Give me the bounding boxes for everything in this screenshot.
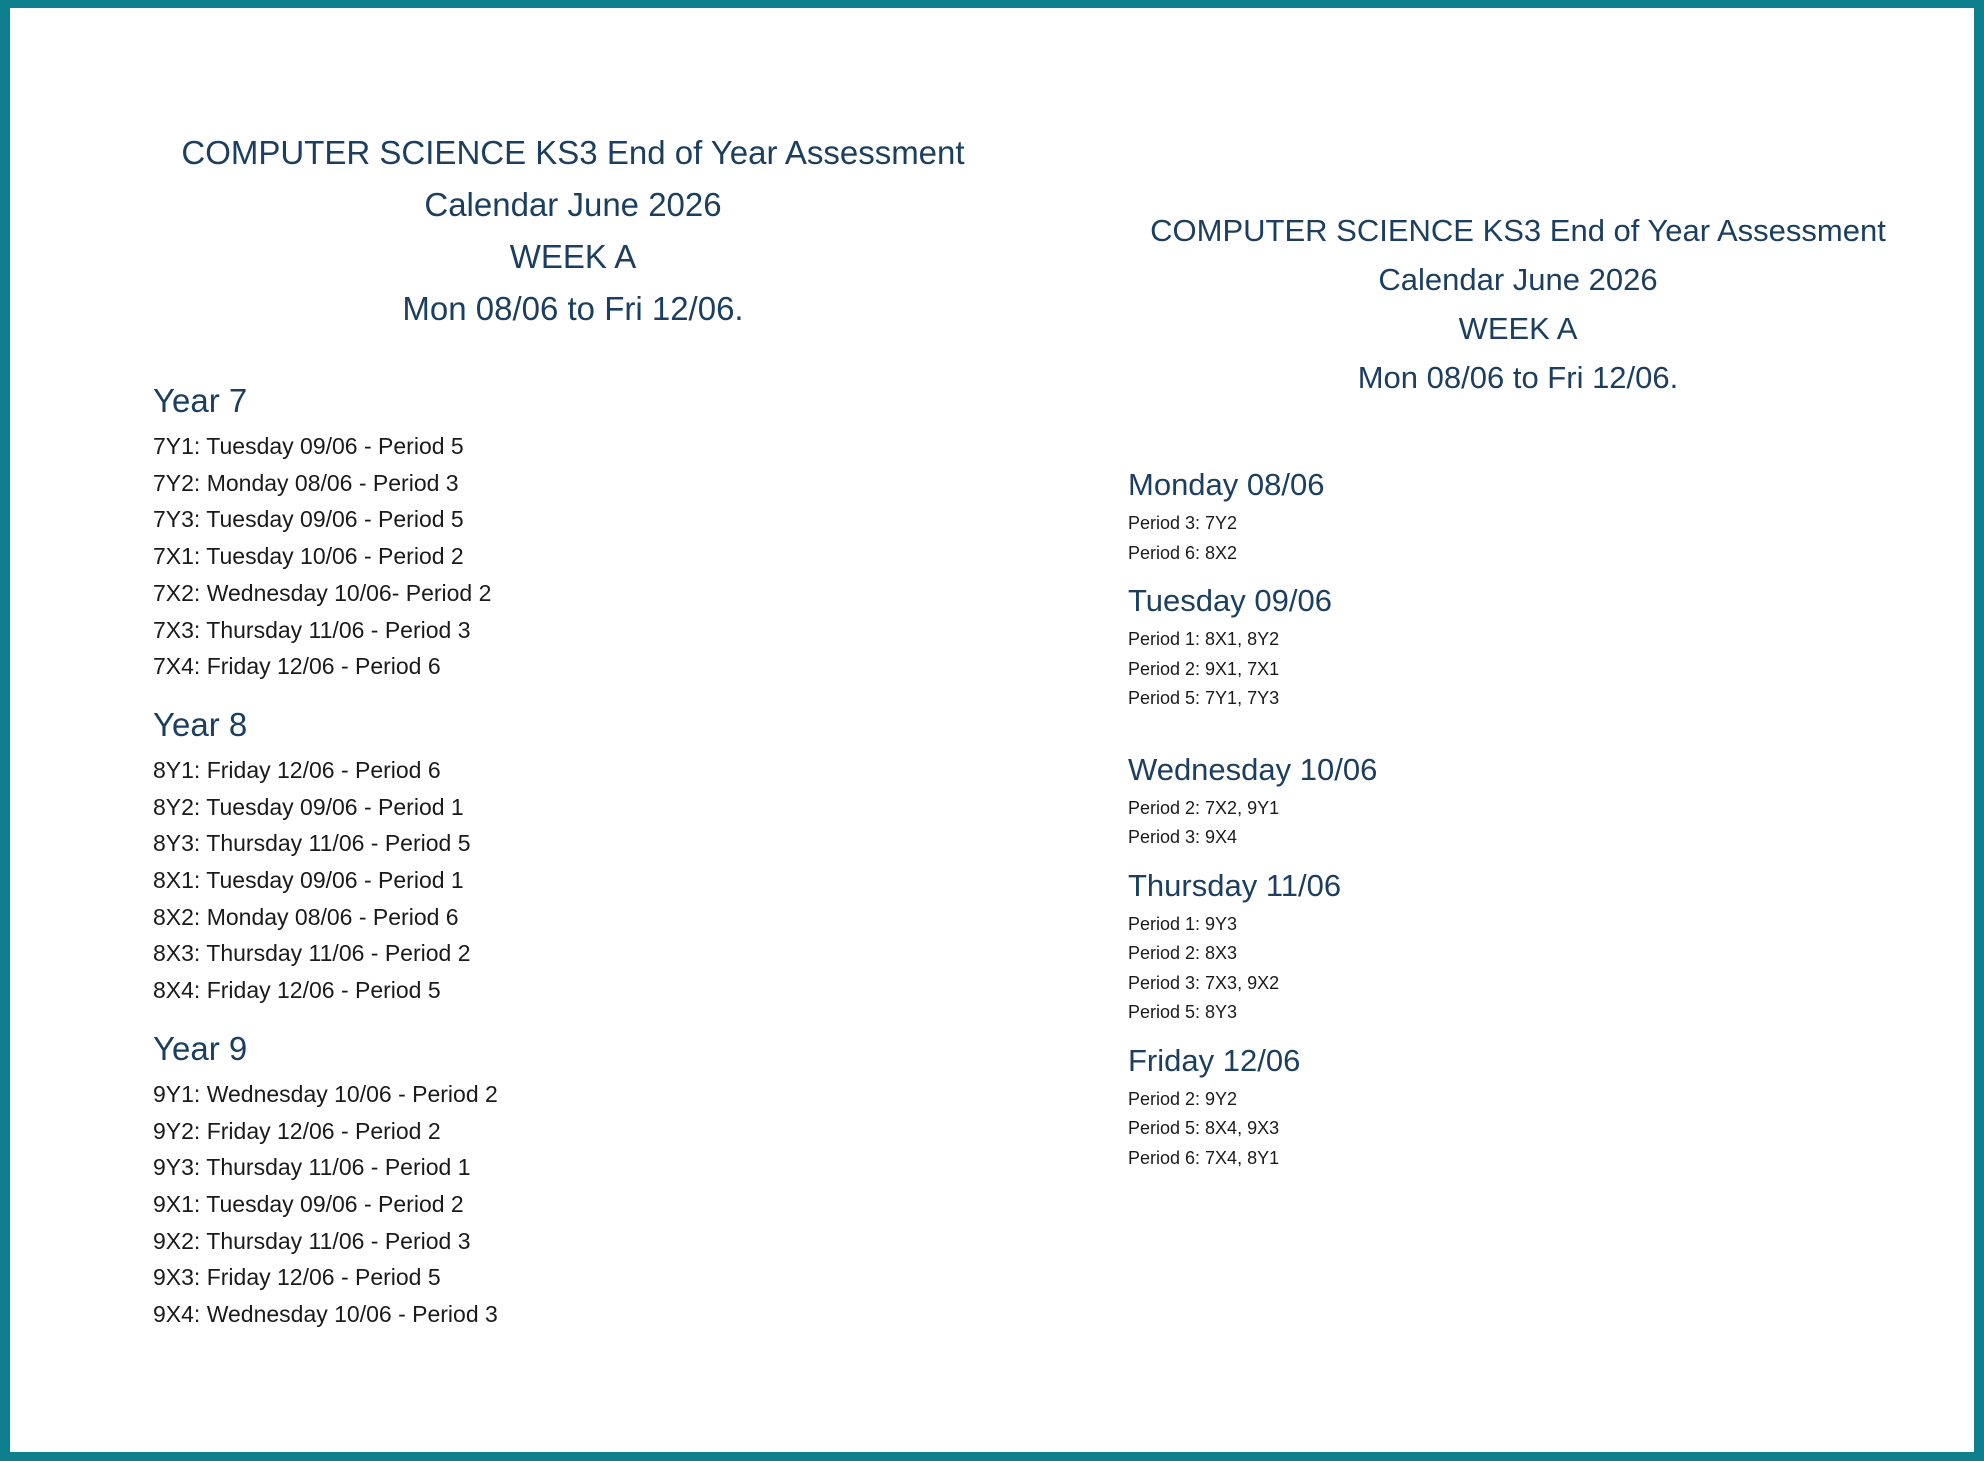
list-item: Period 1: 8X1, 8Y2	[1128, 629, 1280, 649]
list-item: 7X3: Thursday 11/06 - Period 3	[153, 616, 471, 643]
list-item: Period 6: 8X2	[1128, 542, 1238, 563]
list-item: Period 5: 7Y1, 7Y3	[1128, 688, 1280, 708]
section-year-7	[143, 381, 1003, 685]
list-item: Period 3: 7Y2	[1128, 513, 1238, 533]
list-item: 8Y1: Friday 12/06 - Period 6	[153, 756, 441, 783]
list-item: 8X3: Thursday 11/06 - Period 2	[153, 940, 471, 967]
title-line: Calendar June 2026	[424, 186, 722, 223]
section-heading: Monday 08/06	[1128, 467, 1325, 502]
title-line: COMPUTER SCIENCE KS3 End of Year Assessment	[1150, 213, 1886, 248]
list-item: 7Y3: Tuesday 09/06 - Period 5	[153, 506, 464, 533]
day-sections	[1118, 465, 1918, 1173]
list-item: Period 1: 9Y3	[1128, 913, 1238, 934]
list-item: 9Y1: Wednesday 10/06 - Period 2	[153, 1080, 498, 1107]
by-day-title	[1118, 206, 1918, 402]
list-item: 7X2: Wednesday 10/06- Period 2	[153, 579, 492, 606]
section-heading: Thursday 11/06	[1128, 867, 1342, 903]
title-line: WEEK A	[1458, 311, 1578, 346]
by-year-title	[10, 127, 1003, 335]
list-item: 9X1: Tuesday 09/06 - Period 2	[153, 1190, 464, 1217]
list-item: 7Y2: Monday 08/06 - Period 3	[153, 469, 459, 496]
list-item: 8X1: Tuesday 09/06 - Period 1	[153, 867, 464, 894]
title-line: WEEK A	[509, 238, 637, 275]
section-year-9	[143, 1029, 1003, 1333]
title-line: Mon 08/06 to Fri 12/06.	[1357, 360, 1679, 395]
section-heading: Year 9	[153, 1029, 248, 1067]
list-item: 7Y1: Tuesday 09/06 - Period 5	[153, 433, 464, 459]
year-sections	[143, 381, 1003, 1333]
list-item: Period 2: 9X1, 7X1	[1128, 658, 1280, 679]
section-monday	[1118, 465, 1918, 568]
list-item: 9Y2: Friday 12/06 - Period 2	[153, 1117, 441, 1144]
list-item: 9X3: Friday 12/06 - Period 5	[153, 1264, 441, 1291]
list-item: 9Y3: Thursday 11/06 - Period 1	[153, 1154, 471, 1181]
by-day-panel	[1118, 206, 1918, 1173]
list-item: 7X1: Tuesday 10/06 - Period 2	[153, 543, 464, 570]
section-tuesday	[1118, 581, 1918, 714]
section-heading: Year 7	[153, 382, 248, 419]
section-wednesday	[1118, 750, 1918, 853]
list-item: Period 2: 8X3	[1128, 943, 1238, 963]
section-friday	[1118, 1041, 1918, 1174]
section-year-8	[143, 705, 1003, 1009]
list-item: 8Y3: Thursday 11/06 - Period 5	[153, 830, 471, 857]
list-item: 9X4: Wednesday 10/06 - Period 3	[153, 1301, 498, 1328]
title-line: Calendar June 2026	[1378, 262, 1658, 297]
title-line: Mon 08/06 to Fri 12/06.	[402, 290, 744, 327]
list-item: 9X2: Thursday 11/06 - Period 3	[153, 1227, 471, 1254]
list-item: Period 2: 7X2, 9Y1	[1128, 797, 1280, 818]
list-item: 8X4: Friday 12/06 - Period 5	[153, 977, 441, 1004]
by-year-panel	[143, 127, 1003, 1333]
section-heading: Friday 12/06	[1128, 1042, 1301, 1078]
list-item: 8Y2: Tuesday 09/06 - Period 1	[153, 793, 464, 820]
list-item: Period 6: 7X4, 8Y1	[1128, 1147, 1280, 1168]
list-item: 8X2: Monday 08/06 - Period 6	[153, 903, 459, 930]
section-heading: Tuesday 09/06	[1128, 583, 1332, 618]
list-item: 7X4: Friday 12/06 - Period 6	[153, 653, 441, 680]
list-item: Period 3: 9X4	[1128, 827, 1238, 847]
title-line: COMPUTER SCIENCE KS3 End of Year Assessment	[181, 134, 965, 171]
section-heading: Year 8	[153, 705, 248, 743]
list-item: Period 3: 7X3, 9X2	[1128, 972, 1280, 993]
section-thursday	[1118, 866, 1918, 1028]
list-item: Period 5: 8Y3	[1128, 1002, 1238, 1022]
list-item: Period 5: 8X4, 9X3	[1128, 1118, 1280, 1138]
list-item: Period 2: 9Y2	[1128, 1088, 1238, 1109]
section-heading: Wednesday 10/06	[1128, 751, 1378, 787]
